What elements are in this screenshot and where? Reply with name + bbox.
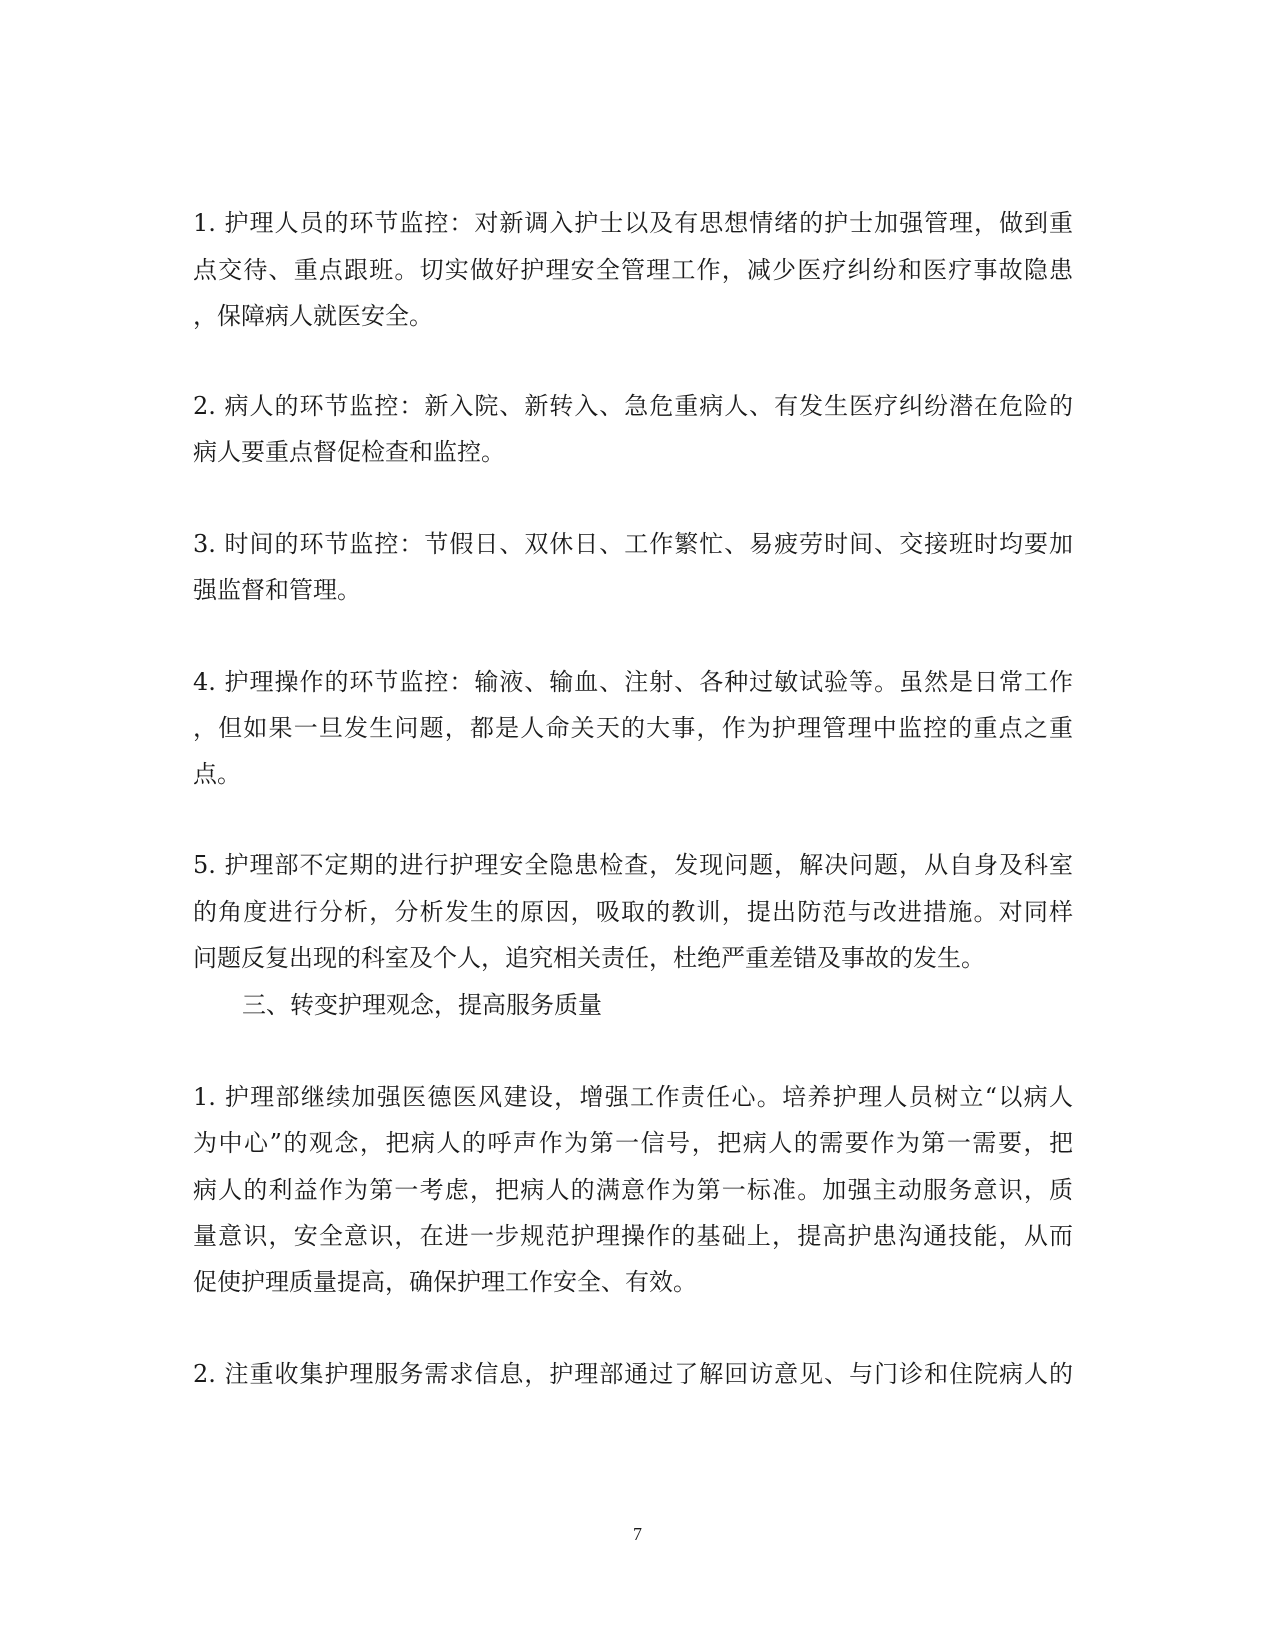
paragraph-line: ，保障病人就医安全。 [193,302,433,330]
paragraph-line: ，但如果一旦发生问题，都是人命关天的大事，作为护理管理中监控的重点之重 [193,714,1073,742]
paragraph-line: 病人的利益作为第一考虑，把病人的满意作为第一标准。加强主动服务意识，质 [193,1176,1073,1204]
paragraph-line: 强监督和管理。 [193,576,361,604]
paragraph-line: 2. 病人的环节监控：新入院、新转入、急危重病人、有发生医疗纠纷潜在危险的 [193,392,1073,420]
paragraph-line: 量意识，安全意识，在进一步规范护理操作的基础上，提高护患沟通技能，从而 [193,1222,1073,1250]
paragraph-line: 的角度进行分析，分析发生的原因，吸取的教训，提出防范与改进措施。对同样 [193,898,1073,926]
paragraph-line: 病人要重点督促检查和监控。 [193,438,505,466]
paragraph-line: 点交待、重点跟班。切实做好护理安全管理工作，减少医疗纠纷和医疗事故隐患 [193,256,1073,284]
paragraph-line: 5. 护理部不定期的进行护理安全隐患检查，发现问题，解决问题，从自身及科室 [193,851,1073,879]
paragraph-line: 1. 护理人员的环节监控：对新调入护士以及有思想情绪的护士加强管理，做到重 [193,209,1073,237]
paragraph-line: 2. 注重收集护理服务需求信息，护理部通过了解回访意见、与门诊和住院病人的 [193,1360,1073,1388]
paragraph-line: 促使护理质量提高，确保护理工作安全、有效。 [193,1268,697,1296]
paragraph-line: 3. 时间的环节监控：节假日、双休日、工作繁忙、易疲劳时间、交接班时均要加 [193,530,1073,558]
page-number: 7 [633,1524,642,1544]
section-heading: 三、转变护理观念，提高服务质量 [242,991,602,1019]
paragraph-line: 点。 [193,760,241,788]
paragraph-line: 问题反复出现的科室及个人，追究相关责任，杜绝严重差错及事故的发生。 [193,944,985,972]
paragraph-line: 1. 护理部继续加强医德医风建设，增强工作责任心。培养护理人员树立“以病人 [193,1083,1073,1111]
paragraph-line: 为中心”的观念，把病人的呼声作为第一信号，把病人的需要作为第一需要，把 [193,1129,1073,1157]
paragraph-line: 4. 护理操作的环节监控：输液、输血、注射、各种过敏试验等。虽然是日常工作 [193,668,1073,696]
